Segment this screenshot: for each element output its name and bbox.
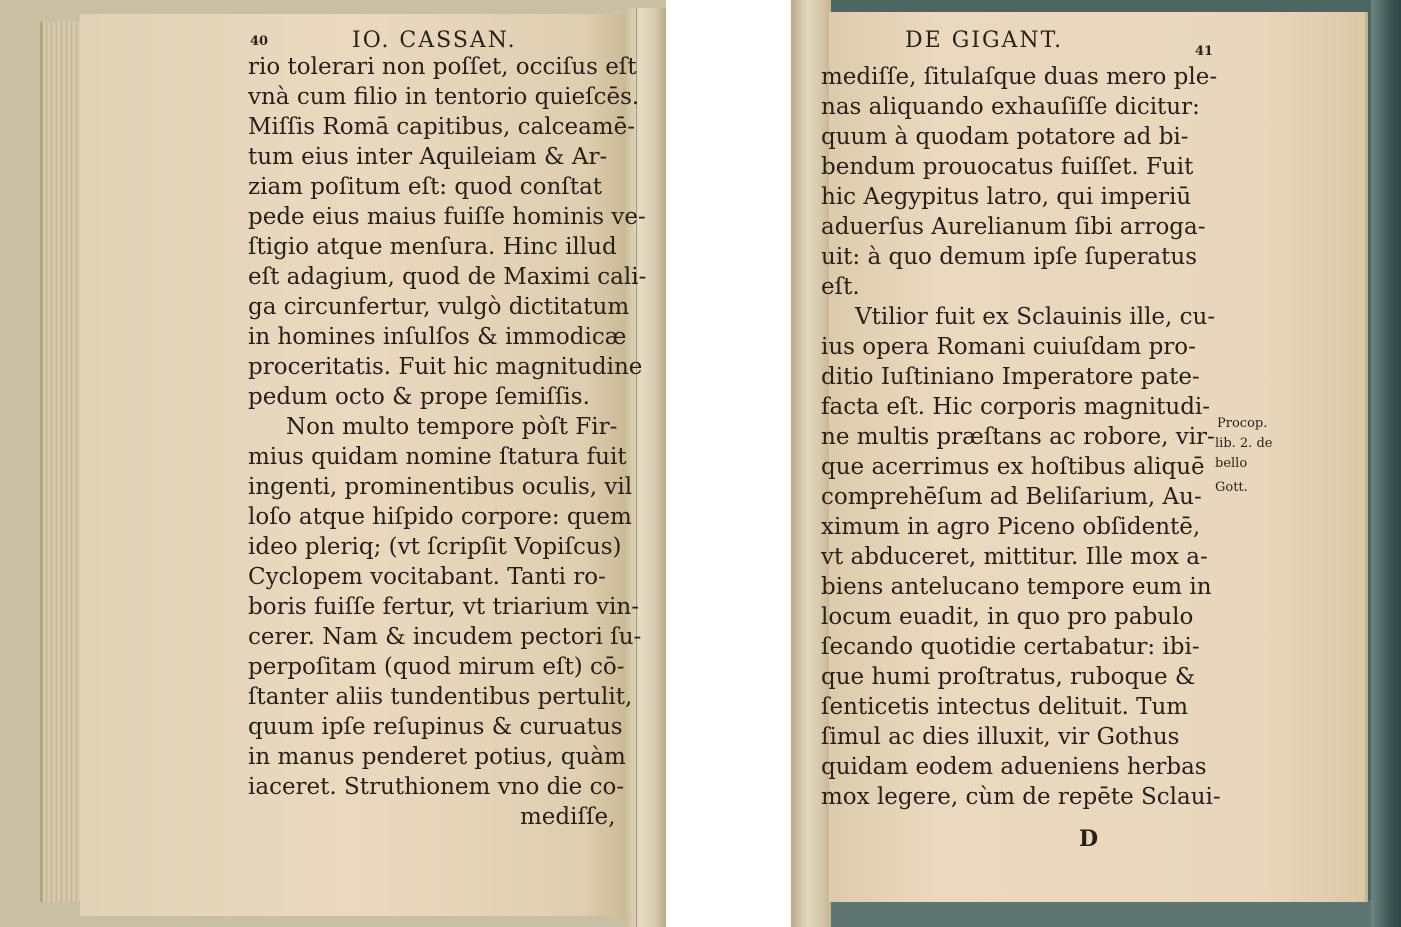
text-line: que humi proſtratus, ruboque & [821, 664, 1196, 690]
text-line: proceritatis. Fuit hic magnitudine [248, 354, 643, 380]
text-line: vt abduceret, mittitur. Ille mox a- [821, 544, 1208, 570]
right-running-head: DE GIGANT. [905, 28, 1064, 53]
text-line: ſenticetis intectus delituit. Tum [821, 694, 1189, 720]
margin-note-line: Gott. [1215, 480, 1248, 495]
white-gutter [666, 0, 791, 927]
text-line: iaceret. Struthionem vno die co- [248, 774, 625, 800]
text-line: eſt adagium, quod de Maximi cali- [248, 264, 647, 290]
text-line: perpoſitam (quod mirum eſt) cō- [248, 654, 625, 680]
text-line: ingenti, prominentibus oculis, vil [248, 474, 633, 500]
text-line: boris fuiſſe fertur, vt triarium vin- [248, 594, 639, 620]
text-line: locum euadit, in quo pro pabulo [821, 604, 1194, 630]
text-line: ximum in agro Piceno obſidentē, [821, 514, 1201, 540]
text-line: mox legere, cùm de repēte Sclaui- [821, 784, 1221, 810]
text-line: hic Aegypitus latro, qui imperiū [821, 184, 1192, 210]
margin-note-line: Procop. [1217, 416, 1268, 431]
left-spine [626, 8, 666, 927]
left-page-number: 40 [250, 34, 269, 49]
cover-board [821, 900, 1401, 927]
text-line: pedum octo & prope ſemiſſis. [248, 384, 590, 410]
text-line: Vtilior fuit ex Sclauinis ille, cu- [855, 304, 1216, 330]
text-line: cerer. Nam & incudem pectori ſu- [248, 624, 642, 650]
catchword: mediſſe, [520, 804, 616, 830]
left-page-photo [0, 0, 666, 927]
text-line: quidam eodem adueniens herbas [821, 754, 1207, 780]
text-line: ziam poſitum eſt: quod conſtat [248, 174, 603, 200]
text-line: ius opera Romani cuiuſdam pro- [821, 334, 1196, 360]
text-line: in homines inſulſos & immodicæ [248, 324, 627, 350]
text-line: rio tolerari non poſſet, occiſus eſt [248, 54, 637, 80]
text-line: ſtanter aliis tundentibus pertulit, [248, 684, 633, 710]
text-line: loſo atque hiſpido corpore: quem [248, 504, 632, 530]
text-line: pede eius maius fuiſſe hominis ve- [248, 204, 646, 230]
left-running-head: IO. CASSAN. [352, 28, 517, 53]
signature-mark: D [1079, 826, 1099, 852]
text-line: Non multo tempore pòſt Fir- [286, 414, 618, 440]
text-line: nas aliquando exhauſiſſe dicitur: [821, 94, 1200, 120]
text-line: mediſſe, ſitulaſque duas mero ple- [821, 64, 1218, 90]
text-line: biens antelucano tempore eum in [821, 574, 1212, 600]
text-line: ne multis præſtans ac robore, vir- [821, 424, 1215, 450]
text-line: facta eſt. Hic corporis magnitudi- [821, 394, 1211, 420]
text-line: mius quidam nomine ſtatura fuit [248, 444, 627, 470]
text-line: quum à quodam potatore ad bi- [821, 124, 1189, 150]
cover-edge [1371, 0, 1401, 927]
text-line: bendum prouocatus fuiſſet. Fuit [821, 154, 1194, 180]
spine-fold [636, 8, 637, 927]
text-line: ideo pleriq; (vt ſcripſit Vopiſcus) [248, 534, 622, 560]
text-line: Miſſis Romā capitibus, calceamē- [248, 114, 635, 140]
text-line: vnà cum filio in tentorio quieſcēs. [248, 84, 640, 110]
text-line: eſt. [821, 274, 860, 300]
margin-note-line: lib. 2. de [1215, 436, 1273, 451]
text-line: quum ipſe reſupinus & curuatus [248, 714, 623, 740]
text-line: Cyclopem vocitabant. Tanti ro- [248, 564, 606, 590]
text-line: ga circunfertur, vulgò dictitatum [248, 294, 630, 320]
text-line: ditio Iuſtiniano Imperatore pate- [821, 364, 1200, 390]
text-line: ſtigio atque menſura. Hinc illud [248, 234, 617, 260]
text-line: in manus penderet potius, quàm [248, 744, 626, 770]
text-line: comprehēſum ad Beliſarium, Au- [821, 484, 1202, 510]
text-line: tum eius inter Aquileiam & Ar- [248, 144, 608, 170]
text-line: aduerſus Aurelianum ſibi arroga- [821, 214, 1206, 240]
right-page-number: 41 [1195, 44, 1214, 59]
margin-note-line: bello [1215, 456, 1248, 471]
text-line: ſimul ac dies illuxit, vir Gothus [821, 724, 1180, 750]
text-line: que acerrimus ex hoſtibus aliquē [821, 454, 1205, 480]
text-line: uit: à quo demum ipſe ſuperatus [821, 244, 1198, 270]
right-page-photo [791, 0, 1401, 927]
text-line: ſecando quotidie certabatur: ibi- [821, 634, 1200, 660]
